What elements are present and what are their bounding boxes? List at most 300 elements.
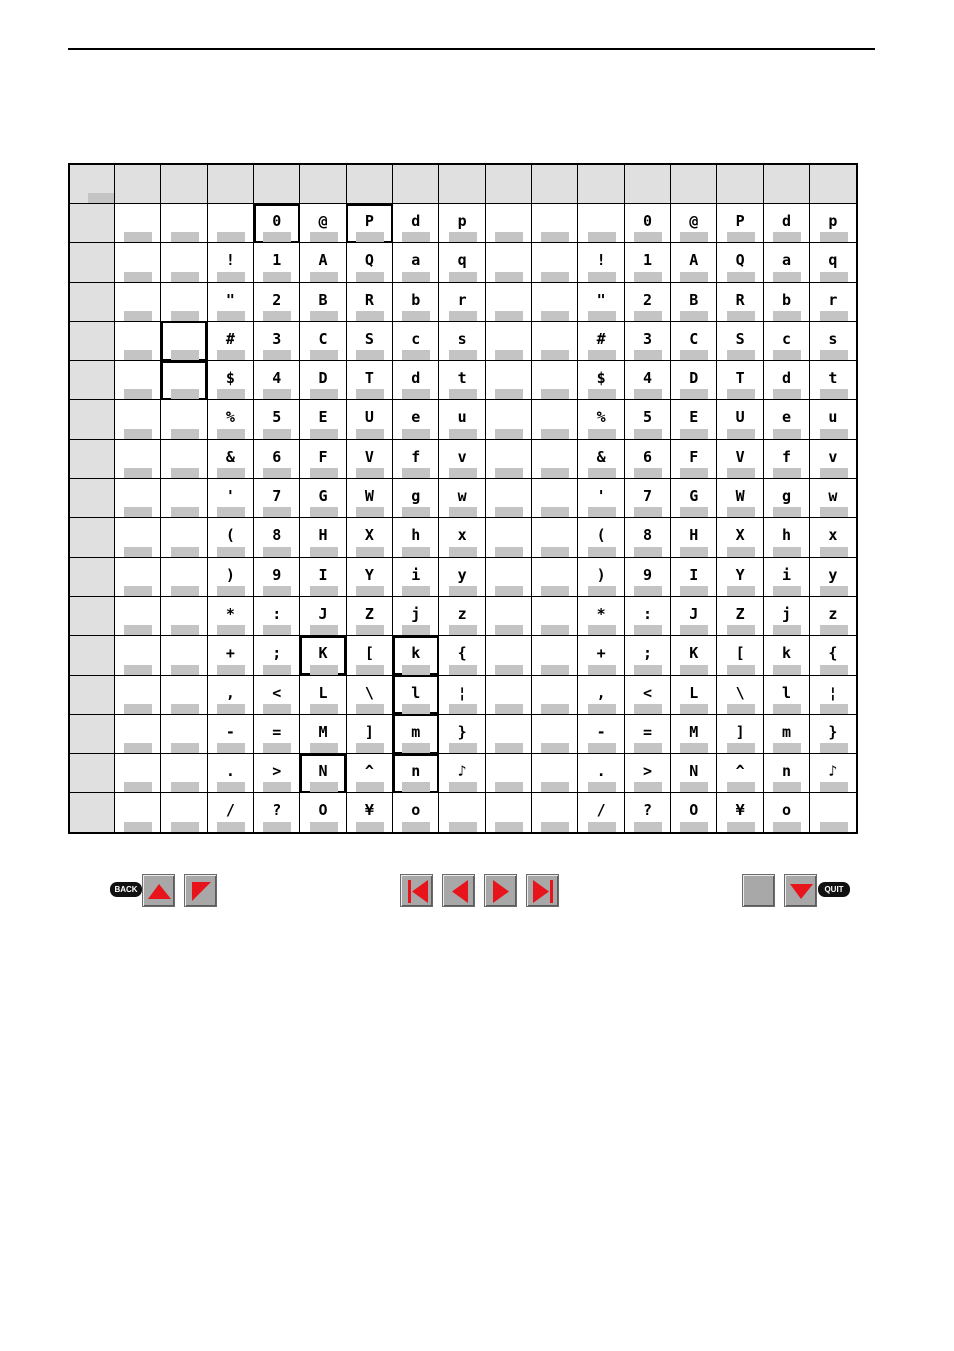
code-placeholder [634,232,662,242]
char-cell [624,596,670,635]
char-cell [393,793,439,833]
char-glyph: < [642,683,652,702]
code-placeholder [495,586,523,596]
char-cell [254,754,300,793]
char-cell [624,204,670,243]
char-cell [810,675,857,714]
char-cell [485,714,531,753]
char-cell [254,204,300,243]
char-cell [300,714,346,753]
char-glyph: ¦ [457,683,467,702]
code-placeholder [588,665,616,675]
char-glyph: ♪ [457,762,467,781]
code-placeholder [495,468,523,478]
char-cell [763,243,809,282]
char-cell [439,518,485,557]
char-glyph: 3 [272,329,282,348]
char-glyph: v [828,447,838,466]
column-header [115,164,161,204]
char-cell [254,321,300,360]
char-cell [115,282,161,321]
char-cell [161,204,207,243]
code-placeholder [402,272,430,282]
char-glyph: k [781,644,791,663]
char-cell [254,636,300,675]
char-glyph: 3 [642,329,652,348]
table-row [69,479,857,518]
char-cell [254,479,300,518]
char-glyph: M [689,722,699,741]
char-glyph: * [225,604,235,623]
column-header [578,164,624,204]
char-cell [346,321,392,360]
char-glyph: P [735,212,745,230]
char-cell [207,636,253,675]
char-cell [671,439,717,478]
char-cell [532,636,578,675]
code-placeholder [124,782,152,792]
char-glyph: ' [596,487,606,506]
char-glyph: 5 [272,408,282,427]
char-cell [439,439,485,478]
char-glyph: o [411,801,421,820]
code-placeholder [310,547,338,557]
next-page-button[interactable] [484,874,517,907]
char-cell [254,596,300,635]
code-placeholder [588,507,616,517]
code-placeholder [171,311,199,321]
code-placeholder [495,272,523,282]
character-table [68,163,858,834]
code-placeholder [217,311,245,321]
char-cell [763,518,809,557]
code-placeholder [541,232,569,242]
char-glyph: i [781,565,791,584]
code-placeholder [402,350,430,360]
code-placeholder [588,429,616,439]
page-up-button[interactable] [142,874,175,907]
code-placeholder [541,389,569,399]
char-cell [300,243,346,282]
char-glyph: f [781,447,791,466]
first-page-button[interactable] [400,874,433,907]
char-glyph: % [596,408,606,427]
code-placeholder [217,743,245,753]
code-placeholder [171,468,199,478]
char-glyph: S [364,329,374,348]
prev-page-button[interactable] [442,874,475,907]
char-cell [161,479,207,518]
code-placeholder [402,822,430,832]
char-cell [393,361,439,400]
char-glyph: 5 [642,408,652,427]
char-cell [115,361,161,400]
char-glyph: f [411,447,421,466]
char-glyph: Q [364,251,374,270]
char-glyph: c [781,329,791,348]
char-glyph: ^ [364,762,374,781]
char-glyph: C [689,329,699,348]
char-glyph: ¦ [828,683,838,702]
code-placeholder [356,704,384,714]
char-cell [578,636,624,675]
char-cell [578,361,624,400]
row-header [69,793,115,833]
char-cell [439,636,485,675]
char-cell [439,479,485,518]
column-header [810,164,857,204]
char-cell [671,518,717,557]
row-header [69,754,115,793]
char-glyph: H [689,526,699,545]
code-placeholder [310,743,338,753]
char-cell [532,793,578,833]
code-placeholder [217,429,245,439]
code-placeholder [449,272,477,282]
code-placeholder [402,232,430,242]
code-placeholder [820,350,848,360]
char-cell [393,479,439,518]
code-placeholder [356,350,384,360]
next-page-icon [485,875,518,908]
code-placeholder [495,822,523,832]
char-cell [763,636,809,675]
code-placeholder [820,389,848,399]
code-placeholder [171,665,199,675]
code-placeholder [588,625,616,635]
char-cell [300,636,346,675]
code-placeholder [356,665,384,675]
char-cell [624,282,670,321]
code-placeholder [217,547,245,557]
char-glyph: ^ [735,762,745,781]
char-glyph: a [411,251,421,270]
code-placeholder [680,665,708,675]
code-placeholder [680,232,708,242]
char-glyph: : [642,604,652,623]
blank-button[interactable] [742,874,775,907]
code-placeholder [541,743,569,753]
char-cell [717,754,763,793]
char-glyph: O [318,801,328,820]
char-cell [624,439,670,478]
code-placeholder [356,782,384,792]
code-placeholder [217,665,245,675]
code-placeholder [310,782,338,792]
column-header [300,164,346,204]
char-cell [161,321,207,360]
char-glyph: g [781,487,791,506]
code-placeholder [541,704,569,714]
code-placeholder [495,704,523,714]
char-cell [624,243,670,282]
char-glyph: Y [364,565,374,584]
char-cell [532,439,578,478]
char-cell [810,596,857,635]
char-glyph: U [364,408,374,427]
char-glyph: { [828,644,838,663]
char-cell [346,439,392,478]
char-cell [810,204,857,243]
char-cell [207,714,253,753]
code-placeholder [449,507,477,517]
code-placeholder [217,625,245,635]
char-glyph: W [735,487,745,506]
code-placeholder [773,311,801,321]
char-cell [624,793,670,833]
char-cell [485,282,531,321]
char-cell [810,754,857,793]
char-cell [393,675,439,714]
char-cell [254,518,300,557]
char-glyph: N [318,762,328,781]
char-glyph: s [828,329,838,348]
char-cell [763,675,809,714]
page-down-button[interactable] [784,874,817,907]
code-placeholder [495,350,523,360]
char-cell [485,243,531,282]
code-placeholder [820,586,848,596]
char-cell [717,636,763,675]
code-placeholder [310,468,338,478]
char-glyph: 1 [642,251,652,270]
char-glyph: . [225,762,235,781]
char-glyph: g [411,487,421,506]
quit-badge[interactable]: QUIT [818,882,850,897]
column-header [439,164,485,204]
char-glyph: s [457,329,467,348]
code-placeholder [171,586,199,596]
char-cell [578,518,624,557]
char-glyph: ] [735,722,745,741]
row-header [69,400,115,439]
char-glyph: d [411,212,421,230]
char-cell [346,282,392,321]
char-cell [393,400,439,439]
char-glyph: . [596,762,606,781]
code-placeholder [171,743,199,753]
char-cell [532,361,578,400]
char-glyph: } [457,722,467,741]
char-cell [161,439,207,478]
column-header [763,164,809,204]
row-header [69,361,115,400]
char-cell [346,204,392,243]
char-cell [485,557,531,596]
char-glyph: L [689,683,699,702]
char-glyph: x [457,526,467,545]
code-placeholder [356,547,384,557]
char-glyph: I [318,565,328,584]
code-placeholder [171,429,199,439]
char-cell [346,361,392,400]
char-cell [578,204,624,243]
char-cell [485,754,531,793]
char-cell [254,675,300,714]
char-glyph: K [689,644,699,663]
code-placeholder [773,350,801,360]
char-glyph: u [457,408,467,427]
code-placeholder [171,822,199,832]
table-row [69,400,857,439]
char-cell [300,596,346,635]
char-glyph: ) [225,565,235,584]
code-placeholder [680,468,708,478]
code-placeholder [727,665,755,675]
char-glyph: \ [364,683,374,702]
char-cell [300,361,346,400]
char-glyph: D [318,369,328,388]
table-row [69,321,857,360]
code-placeholder [124,429,152,439]
char-glyph: ( [225,526,235,545]
code-placeholder [680,350,708,360]
code-placeholder [263,625,291,635]
char-glyph: ? [642,801,652,820]
code-placeholder [634,272,662,282]
char-glyph: " [596,290,606,309]
code-placeholder [541,272,569,282]
char-cell [346,675,392,714]
code-placeholder [820,232,848,242]
code-placeholder [634,507,662,517]
char-cell [161,243,207,282]
char-cell [207,754,253,793]
char-cell [485,596,531,635]
char-glyph: d [411,369,421,388]
char-cell [346,596,392,635]
char-cell [393,204,439,243]
code-placeholder [634,586,662,596]
char-cell [207,793,253,833]
char-cell [161,596,207,635]
char-glyph: X [364,526,374,545]
char-glyph: m [781,722,791,741]
char-cell [810,518,857,557]
row-header [69,714,115,753]
code-placeholder [820,468,848,478]
row-header [69,243,115,282]
char-glyph: K [318,644,328,663]
char-cell [624,479,670,518]
char-glyph: { [457,644,467,663]
char-cell [393,282,439,321]
char-glyph: T [364,369,374,388]
char-glyph: w [828,487,838,506]
char-cell [161,793,207,833]
char-cell [300,400,346,439]
table-row [69,714,857,753]
code-placeholder [634,311,662,321]
char-glyph: ) [596,565,606,584]
char-cell [485,479,531,518]
char-glyph: ¥ [364,801,374,820]
char-glyph: b [781,290,791,309]
char-cell [671,636,717,675]
char-cell [485,400,531,439]
code-placeholder [773,272,801,282]
char-cell [671,243,717,282]
code-placeholder [88,193,115,203]
char-cell [207,321,253,360]
code-placeholder [263,389,291,399]
char-cell [439,596,485,635]
code-placeholder [263,429,291,439]
char-cell [485,361,531,400]
char-cell [624,557,670,596]
down-arrow-icon [785,875,818,908]
char-glyph: ; [272,644,282,663]
column-header [671,164,717,204]
code-placeholder [680,586,708,596]
char-glyph: ! [596,251,606,270]
char-glyph: ' [225,487,235,506]
char-glyph: A [689,251,699,270]
char-glyph: F [318,447,328,466]
code-placeholder [356,625,384,635]
code-placeholder [217,586,245,596]
code-placeholder [263,743,291,753]
char-cell [485,204,531,243]
char-glyph: C [318,329,328,348]
char-glyph: p [457,212,467,230]
last-page-button[interactable] [526,874,559,907]
char-glyph: & [596,447,606,466]
char-glyph: @ [318,212,328,230]
column-header [393,164,439,204]
code-placeholder [449,704,477,714]
code-placeholder [588,311,616,321]
row-header [69,636,115,675]
char-cell [254,282,300,321]
char-cell [671,400,717,439]
back-badge[interactable]: BACK [110,882,142,897]
char-glyph: z [828,604,838,623]
code-placeholder [263,665,291,675]
char-glyph: & [225,447,235,466]
code-placeholder [217,507,245,517]
char-glyph: 8 [272,526,282,545]
code-placeholder [495,743,523,753]
char-cell [717,321,763,360]
char-cell [207,282,253,321]
char-cell [161,282,207,321]
char-cell [717,479,763,518]
char-glyph: , [596,683,606,702]
code-placeholder [217,822,245,832]
char-cell [346,243,392,282]
char-glyph: d [781,212,791,230]
last-page-icon [527,875,560,908]
prev-section-button[interactable] [184,874,217,907]
char-glyph: l [411,683,421,702]
char-cell [717,204,763,243]
code-placeholder [495,547,523,557]
char-cell [439,321,485,360]
char-glyph: p [828,212,838,230]
char-cell [300,204,346,243]
char-cell [671,714,717,753]
char-cell [346,636,392,675]
char-glyph: , [225,683,235,702]
char-cell [161,361,207,400]
code-placeholder [773,586,801,596]
row-header [69,557,115,596]
code-placeholder [402,704,430,714]
char-cell [393,243,439,282]
char-glyph: 2 [642,290,652,309]
code-placeholder [541,625,569,635]
